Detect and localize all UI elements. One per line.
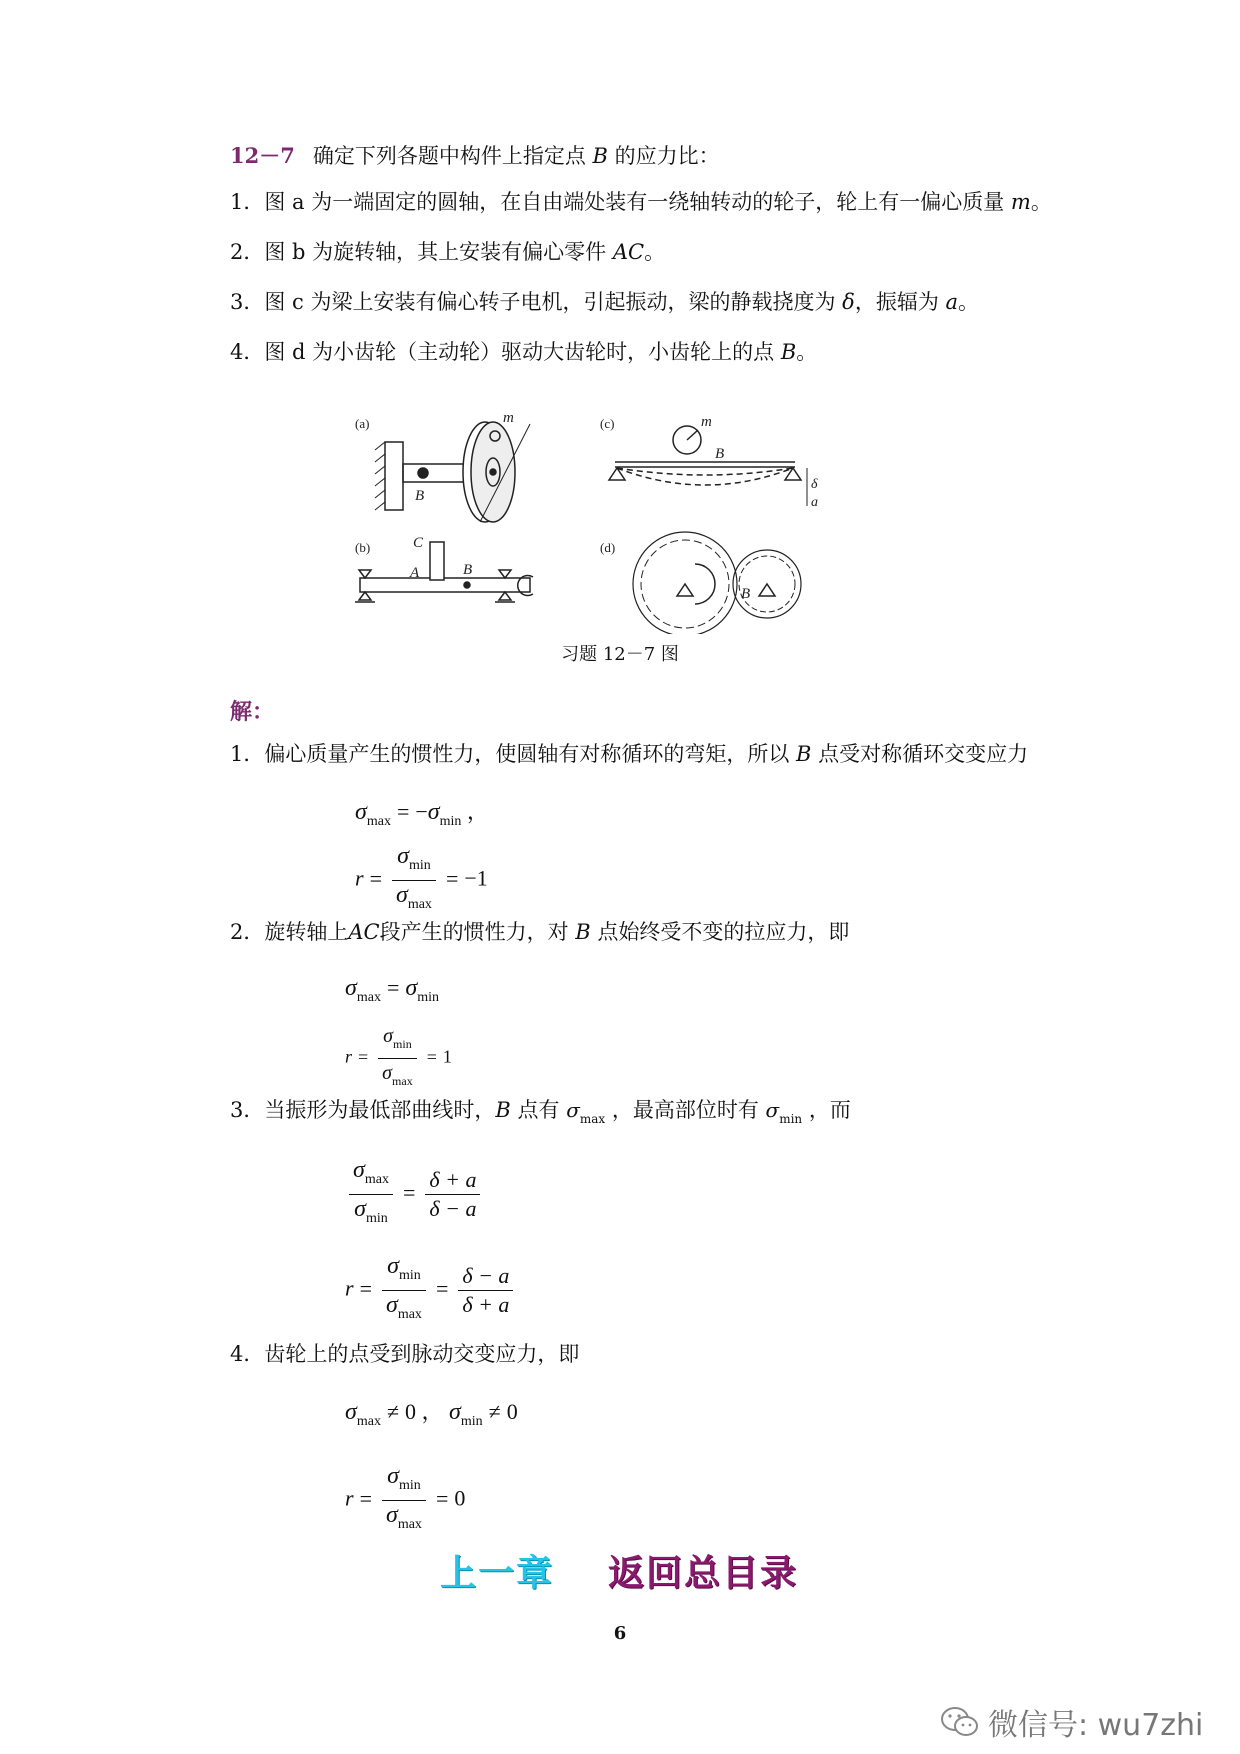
label-c: (c): [600, 416, 615, 431]
rotating-shaft: [360, 578, 530, 592]
problem-stem: 12－7 确定下列各题中构件上指定点 B 的应力比：: [230, 143, 720, 168]
wall-hatch: [375, 442, 385, 510]
label-b: (b): [355, 540, 371, 555]
figure-b: [355, 535, 533, 602]
problem-item-4: 4．图 d 为小齿轮（主动轮）驱动大齿轮时，小齿轮上的点 B。: [230, 340, 818, 364]
wall-support: [385, 442, 403, 510]
formula-3b: r = $\frac{\sigma_{min}}{\sigma_{max}}$ = $\frac{\delta - a}{\delta + a}$: [345, 1252, 517, 1329]
figure-a: [355, 410, 530, 522]
formula-4a: $\sigma_{max} \ne 0$ ， $\sigma_{min} \ne 0$: [345, 1399, 518, 1429]
figure-d: [600, 532, 801, 634]
svg-text:B: B: [415, 488, 425, 504]
figure-c: [600, 414, 818, 510]
problem-item-3: 3．图 c 为梁上安装有偏心转子电机，引起振动，梁的静载挠度为 δ，振辐为 a。: [230, 290, 980, 314]
page-number: 6: [613, 1623, 627, 1644]
formula-1b: r = $\frac{\sigma_{min}}{\sigma_{max}}$ = −1: [355, 843, 488, 912]
solution-4-text: 4．齿轮上的点受到脉动交变应力，即: [230, 1342, 580, 1366]
problem-figure: [355, 402, 895, 634]
svg-text:a: a: [811, 495, 818, 510]
formula-2b: r = $\frac{\sigma_{min}}{\sigma_{max}}$ = 1: [345, 1022, 452, 1095]
formula-3a: $\frac{\sigma_{max}}{\sigma_{min}}$ = $\frac{\delta + a}{\delta - a}$: [345, 1156, 484, 1233]
solution-2-text: 2．旋转轴上AC段产生的惯性力，对 B 点始终受不变的拉应力，即: [230, 920, 850, 944]
formula-1a: $\sigma_{max} = -\sigma_{min}$ ，: [355, 799, 489, 829]
eccentric-part-ac: [430, 542, 444, 580]
deflection-curve: [617, 468, 793, 485]
svg-text:A: A: [410, 565, 420, 581]
svg-text:B: B: [715, 446, 725, 462]
solution-1-text: 1．偏心质量产生的惯性力，使圆轴有对称循环的弯矩，所以 B 点受对称循环交变应力: [230, 742, 1029, 766]
wechat-watermark: [940, 1700, 1203, 1744]
mechanics-diagram: [355, 402, 895, 634]
svg-text:B: B: [463, 562, 473, 578]
formula-4b: r = $\frac{\sigma_{min}}{\sigma_{max}}$ = 0: [345, 1463, 466, 1532]
svg-text:m: m: [503, 410, 514, 426]
problem-item-2: 2．图 b 为旋转轴，其上安装有偏心零件 AC。: [230, 240, 666, 264]
wechat-icon: [940, 1705, 980, 1739]
prev-chapter-link[interactable]: 上一章: [440, 1553, 555, 1594]
label-a: (a): [355, 416, 370, 431]
watermark-text: 微信号: wu7zhi: [988, 1708, 1204, 1743]
solution-heading: 解：: [230, 699, 275, 725]
svg-text:δ: δ: [811, 477, 818, 492]
point-b-a: [418, 468, 428, 478]
problem-item-1: 1．图 a 为一端固定的圆轴，在自由端处装有一绕轴转动的轮子，轮上有一偏心质量 m。: [230, 190, 1052, 214]
table-of-contents-link[interactable]: 返回总目录: [608, 1553, 799, 1594]
solution-3-text: 3．当振形为最低部曲线时，B 点有 $\sigma_{max}$ ，最高部位时有 $\sigma_{min}$ ，而: [230, 1098, 851, 1126]
svg-text:C: C: [413, 535, 424, 551]
svg-text:B: B: [741, 586, 751, 602]
gear-rotation-arrow: [695, 564, 715, 604]
formula-2a: $\sigma_{max} = \sigma_{min}$: [345, 975, 439, 1005]
figure-caption: 习题 12－7 图: [561, 644, 679, 665]
problem-number: 12－7: [230, 143, 295, 168]
svg-text:m: m: [701, 414, 712, 430]
label-d: (d): [600, 540, 616, 555]
